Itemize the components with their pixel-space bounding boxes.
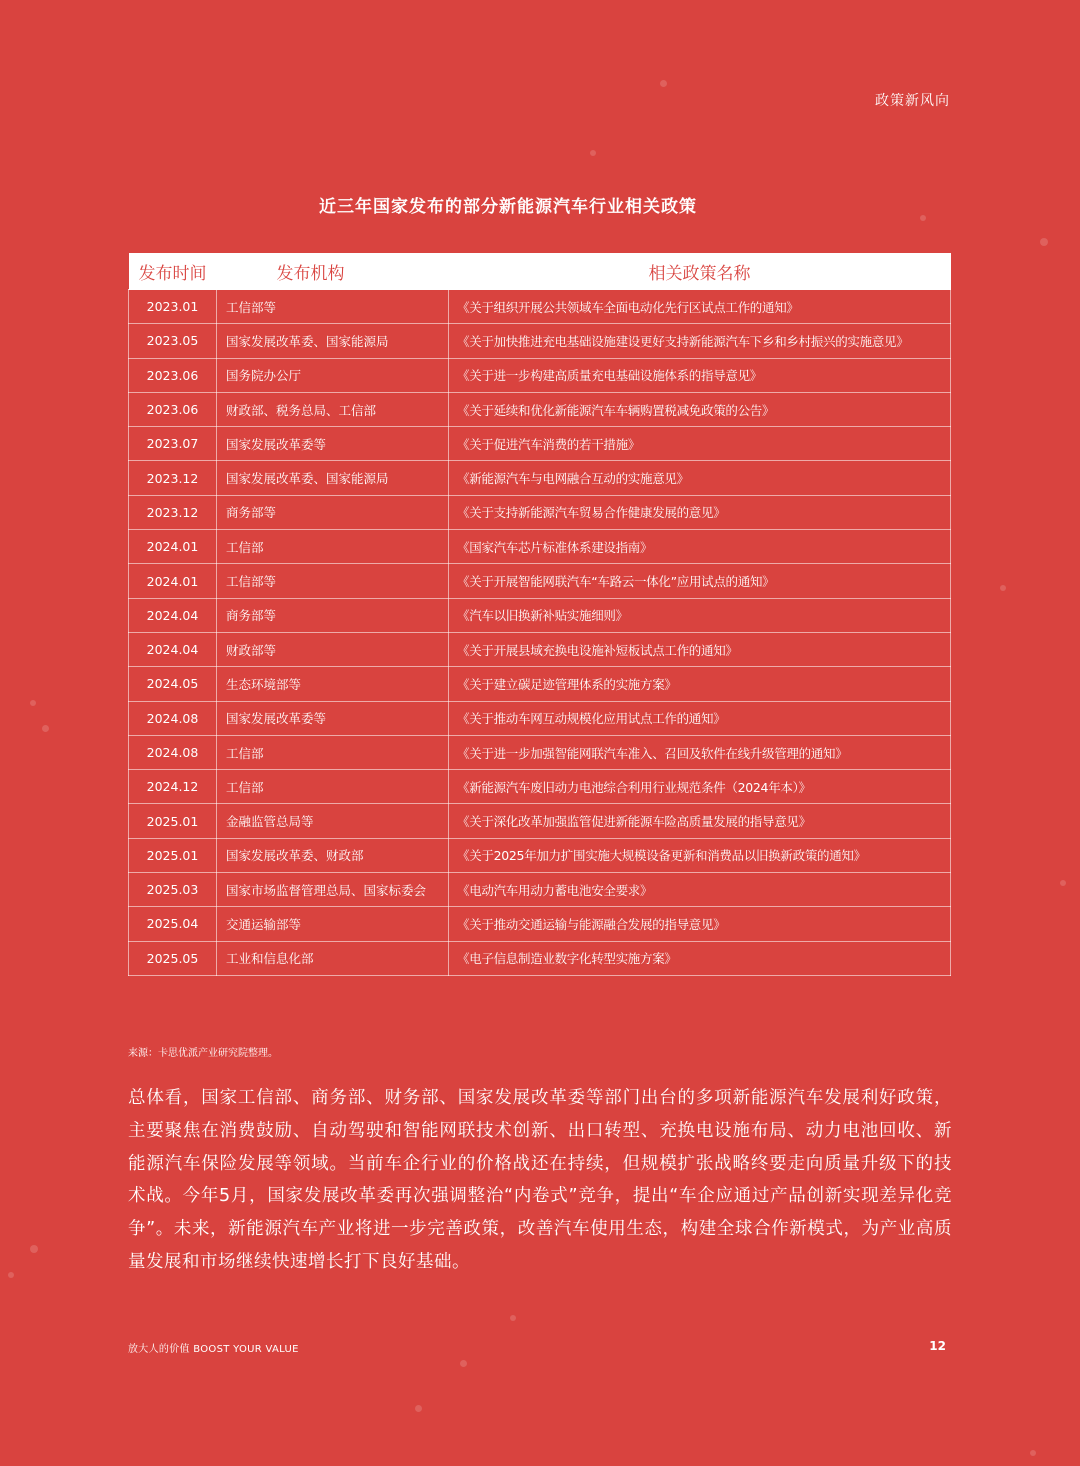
cell-date: 2024.08 (129, 735, 217, 769)
decor-dot (510, 1315, 516, 1321)
cell-date: 2024.01 (129, 530, 217, 564)
table-title: 近三年国家发布的部分新能源汽车行业相关政策 (319, 197, 697, 217)
table-row (129, 735, 951, 769)
table-row (129, 392, 951, 426)
cell-date: 2023.12 (129, 461, 217, 495)
cell-agency: 财政部等 (217, 632, 449, 666)
section-tag: 政策新风向 (875, 93, 950, 109)
table-body (129, 290, 951, 976)
cell-policy-name: 《新能源汽车与电网融合互动的实施意见》 (449, 461, 951, 495)
table-row (129, 461, 951, 495)
cell-date: 2025.04 (129, 907, 217, 941)
column-header-date: 发布时间 (129, 253, 217, 290)
cell-date: 2025.03 (129, 873, 217, 907)
table-row (129, 324, 951, 358)
decor-dot (1060, 880, 1066, 886)
cell-agency: 商务部等 (217, 598, 449, 632)
table-row (129, 495, 951, 529)
cell-policy-name: 《关于推动交通运输与能源融合发展的指导意见》 (449, 907, 951, 941)
table-row (129, 770, 951, 804)
decor-dot (660, 80, 667, 87)
cell-policy-name: 《国家汽车芯片标准体系建设指南》 (449, 530, 951, 564)
table-row (129, 530, 951, 564)
policy-table (128, 253, 951, 976)
cell-policy-name: 《关于延续和优化新能源汽车车辆购置税减免政策的公告》 (449, 392, 951, 426)
cell-policy-name: 《汽车以旧换新补贴实施细则》 (449, 598, 951, 632)
cell-agency: 工信部 (217, 530, 449, 564)
cell-agency: 工信部等 (217, 290, 449, 324)
cell-date: 2023.01 (129, 290, 217, 324)
cell-date: 2023.06 (129, 358, 217, 392)
decor-dot (30, 1245, 38, 1253)
cell-policy-name: 《关于支持新能源汽车贸易合作健康发展的意见》 (449, 495, 951, 529)
cell-date: 2023.12 (129, 495, 217, 529)
cell-date: 2025.05 (129, 941, 217, 975)
cell-date: 2025.01 (129, 804, 217, 838)
table-row (129, 427, 951, 461)
cell-policy-name: 《关于开展智能网联汽车“车路云一体化”应用试点的通知》 (449, 564, 951, 598)
cell-agency: 国家发展改革委等 (217, 427, 449, 461)
decor-dot (1030, 1450, 1036, 1456)
cell-date: 2024.01 (129, 564, 217, 598)
cell-policy-name: 《电动汽车用动力蓄电池安全要求》 (449, 873, 951, 907)
cell-date: 2024.08 (129, 701, 217, 735)
cell-date: 2025.01 (129, 838, 217, 872)
table-row (129, 804, 951, 838)
cell-policy-name: 《新能源汽车废旧动力电池综合利用行业规范条件（2024年本）》 (449, 770, 951, 804)
cell-agency: 国务院办公厅 (217, 358, 449, 392)
cell-agency: 国家发展改革委、国家能源局 (217, 324, 449, 358)
cell-policy-name: 《关于建立碳足迹管理体系的实施方案》 (449, 667, 951, 701)
body-paragraph: 总体看，国家工信部、商务部、财务部、国家发展改革委等部门出台的多项新能源汽车发展利好政策，主要聚焦在消费鼓励、自动驾驶和智能网联技术创新、出口转型、充换电设施布局、动力电池回收、新能源汽车保险发展等领域。当前车企行业的价格战还在持续，但规模扩张战略终要走向质量升级下的技术战。今年5月，国家发展改革委再次强调整治“内卷式”竞争，提出“车企应通过产品创新实现差异化竞争”。未来，新能源汽车产业将进一步完善政策，改善汽车使用生态，构建全球合作新模式，为产业高质量发展和市场继续快速增长打下良好基础。 (128, 1088, 952, 1272)
table-row (129, 632, 951, 666)
table-row (129, 701, 951, 735)
table-row (129, 290, 951, 324)
table-row (129, 873, 951, 907)
cell-date: 2024.04 (129, 632, 217, 666)
cell-date: 2023.06 (129, 392, 217, 426)
table-row (129, 907, 951, 941)
table-row (129, 838, 951, 872)
column-header-policy: 相关政策名称 (449, 253, 951, 290)
decor-dot (460, 1360, 467, 1367)
cell-date: 2023.05 (129, 324, 217, 358)
cell-policy-name: 《关于加快推进充电基础设施建设更好支持新能源汽车下乡和乡村振兴的实施意见》 (449, 324, 951, 358)
cell-date: 2024.05 (129, 667, 217, 701)
cell-agency: 工信部 (217, 770, 449, 804)
decor-dot (8, 1272, 14, 1278)
cell-agency: 国家发展改革委、财政部 (217, 838, 449, 872)
cell-date: 2024.04 (129, 598, 217, 632)
table-row (129, 667, 951, 701)
table-row (129, 358, 951, 392)
decor-dot (42, 725, 49, 732)
decor-dot (1040, 238, 1048, 246)
decor-dot (415, 1405, 422, 1412)
cell-date: 2023.07 (129, 427, 217, 461)
cell-agency: 生态环境部等 (217, 667, 449, 701)
cell-agency: 工业和信息化部 (217, 941, 449, 975)
cell-agency: 国家发展改革委等 (217, 701, 449, 735)
cell-agency: 工信部 (217, 735, 449, 769)
cell-policy-name: 《关于推动车网互动规模化应用试点工作的通知》 (449, 701, 951, 735)
cell-policy-name: 《关于开展县域充换电设施补短板试点工作的通知》 (449, 632, 951, 666)
cell-agency: 国家市场监督管理总局、国家标委会 (217, 873, 449, 907)
source-note: 来源：卡思优派产业研究院整理。 (128, 1048, 278, 1059)
cell-date: 2024.12 (129, 770, 217, 804)
cell-agency: 国家发展改革委、国家能源局 (217, 461, 449, 495)
cell-agency: 商务部等 (217, 495, 449, 529)
cell-agency: 财政部、税务总局、工信部 (217, 392, 449, 426)
cell-policy-name: 《关于深化改革加强监管促进新能源车险高质量发展的指导意见》 (449, 804, 951, 838)
column-header-agency: 发布机构 (217, 253, 449, 290)
table-row (129, 564, 951, 598)
cell-policy-name: 《关于促进汽车消费的若干措施》 (449, 427, 951, 461)
page-number: 12 (929, 1339, 946, 1353)
cell-agency: 交通运输部等 (217, 907, 449, 941)
decor-dot (590, 150, 596, 156)
table-header-row (129, 253, 951, 290)
cell-policy-name: 《电子信息制造业数字化转型实施方案》 (449, 941, 951, 975)
table-row (129, 598, 951, 632)
decor-dot (1000, 585, 1006, 591)
footer-brand: 放大人的价值 BOOST YOUR VALUE (128, 1344, 299, 1355)
cell-policy-name: 《关于2025年加力扩围实施大规模设备更新和消费品以旧换新政策的通知》 (449, 838, 951, 872)
cell-policy-name: 《关于组织开展公共领域车全面电动化先行区试点工作的通知》 (449, 290, 951, 324)
cell-agency: 金融监管总局等 (217, 804, 449, 838)
cell-policy-name: 《关于进一步加强智能网联汽车准入、召回及软件在线升级管理的通知》 (449, 735, 951, 769)
decor-dot (30, 700, 36, 706)
table-row (129, 941, 951, 975)
cell-policy-name: 《关于进一步构建高质量充电基础设施体系的指导意见》 (449, 358, 951, 392)
cell-agency: 工信部等 (217, 564, 449, 598)
